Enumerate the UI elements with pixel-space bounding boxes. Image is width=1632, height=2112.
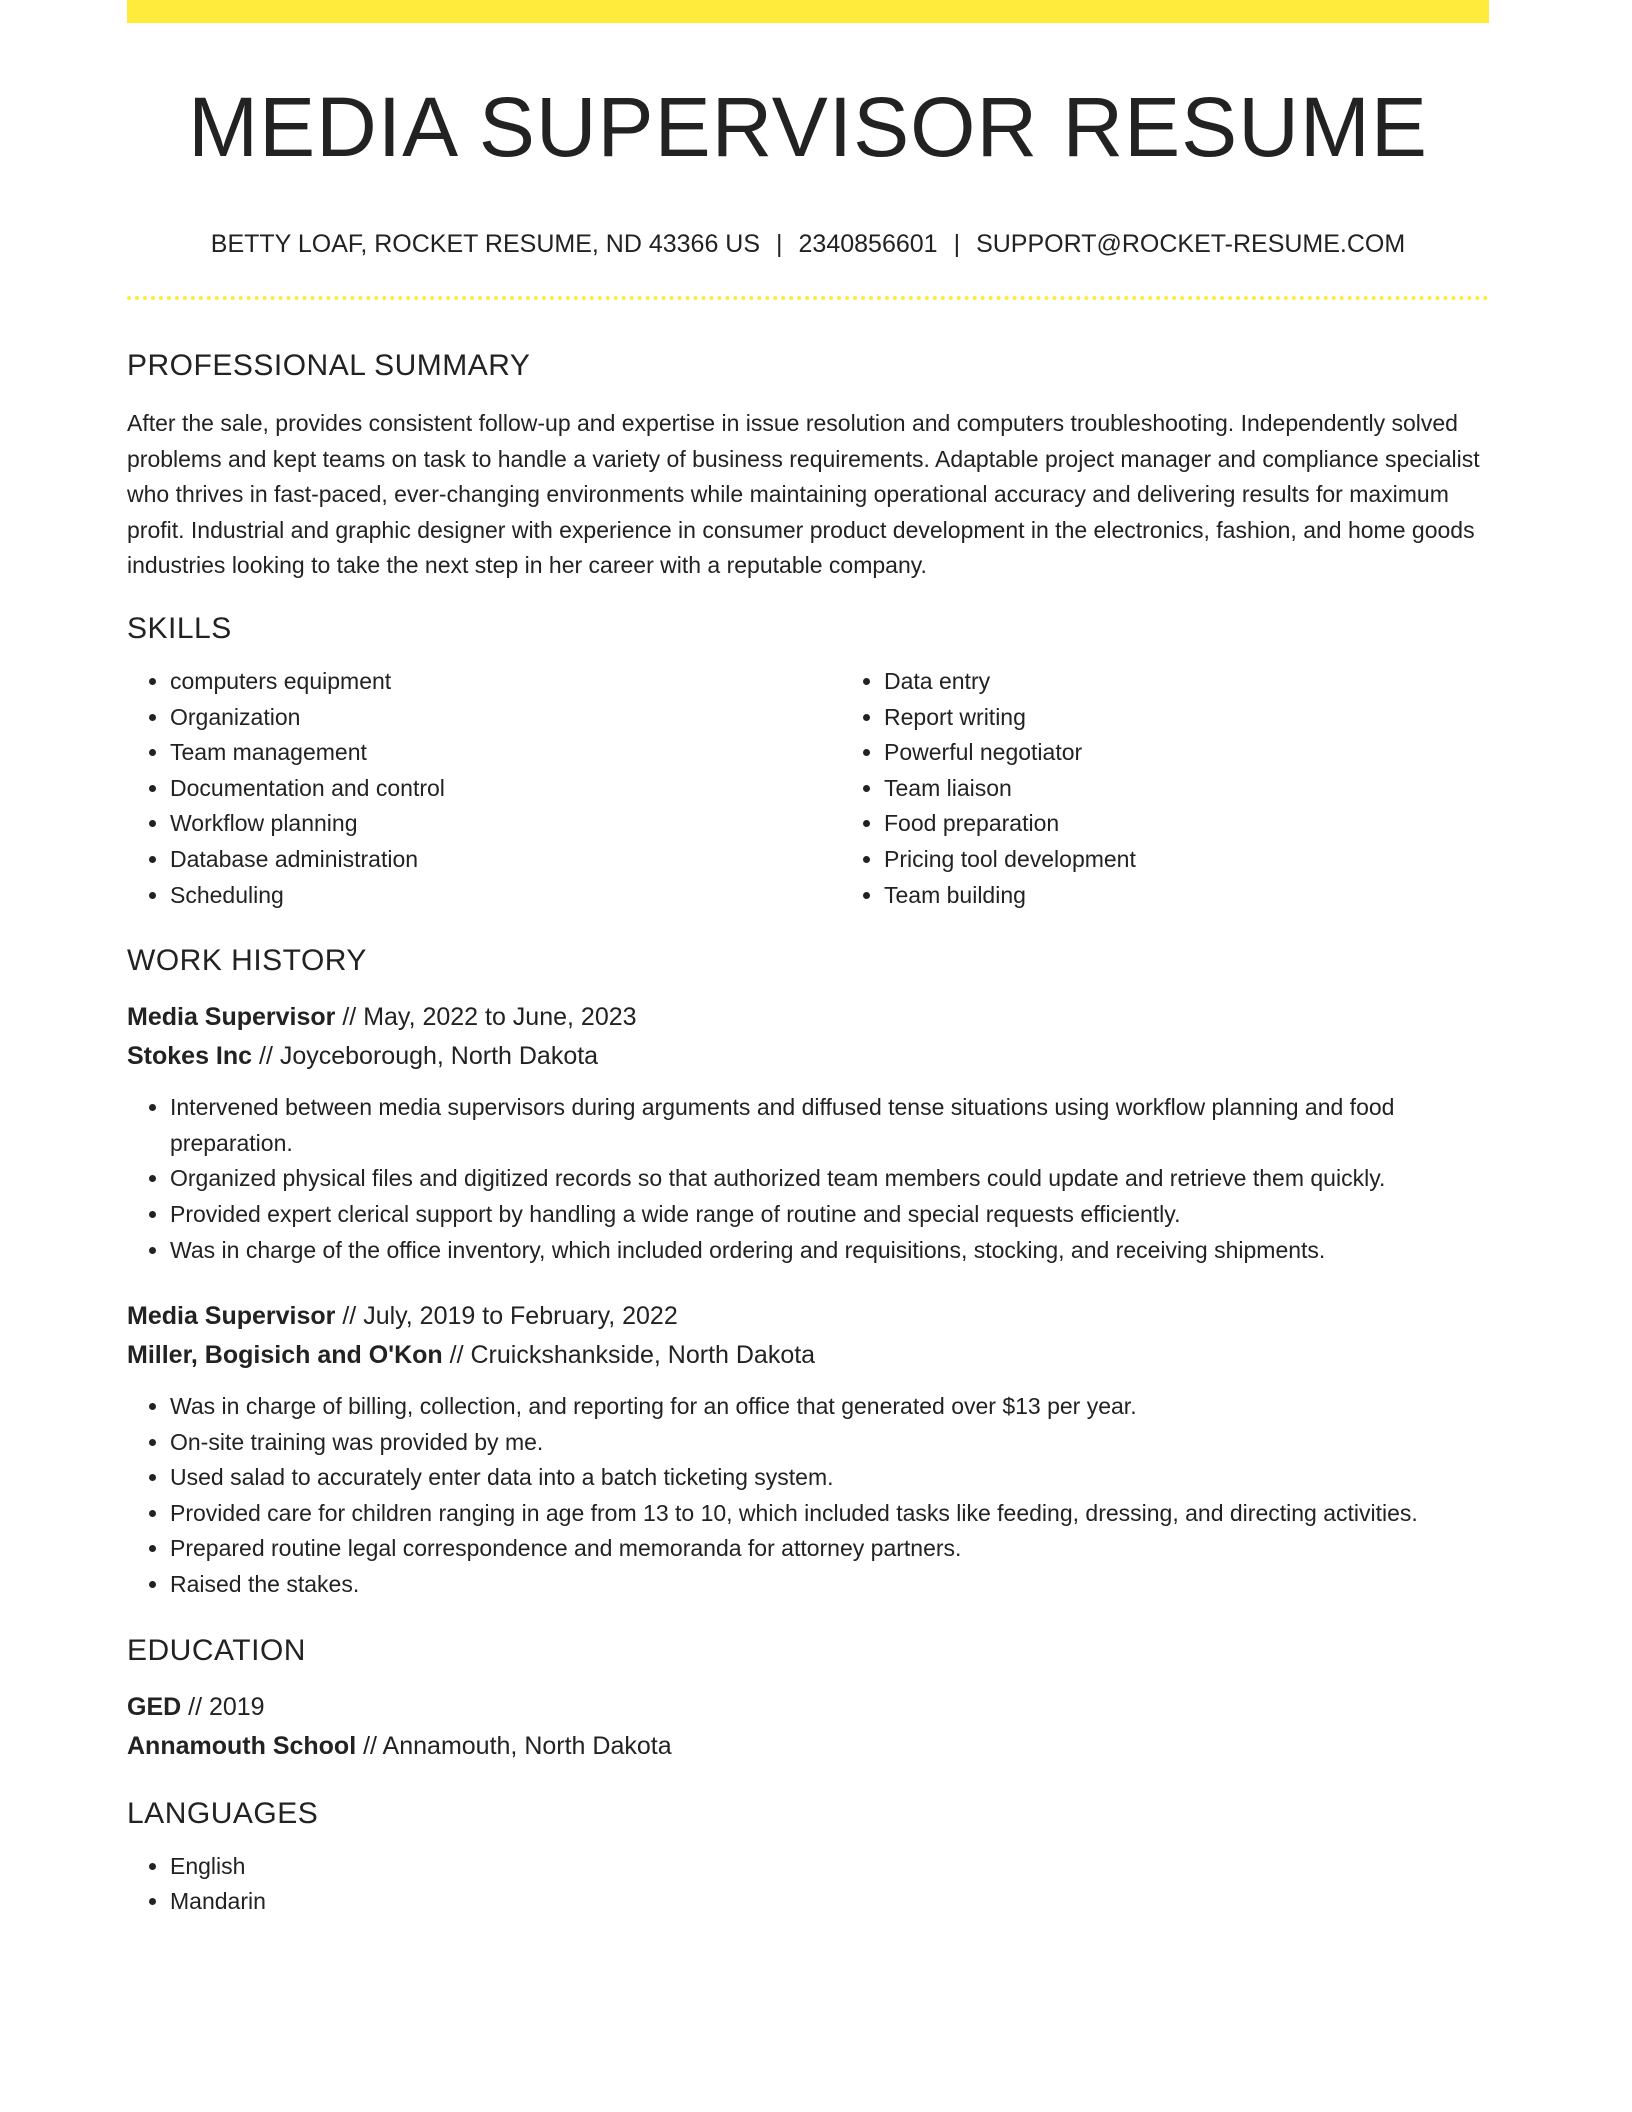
education-degree: GED — [127, 1692, 182, 1721]
languages-section — [127, 1796, 1489, 1920]
education-heading: EDUCATION — [127, 1633, 306, 1667]
job-company: Stokes Inc — [127, 1042, 253, 1071]
education-school-line — [127, 1727, 1489, 1766]
skill-item: • Pricing tool development — [884, 842, 1555, 878]
skills-heading: SKILLS — [127, 611, 232, 645]
summary-text: After the sale, provides consistent follow-up and expertise in issue resolution and computers troubleshooting. Independently solved problems and kept teams on task to handle a variety of business requirements. Adaptable project manager and compliance specialist who thrives in fast-paced, ever-changing environments while maintaining operational accuracy and delivering results for maximum profit. Industrial and graphic designer with experience in consumer product development in the electronics, fashion, and home goods industries looking to take the next step in her career with a reputable company. — [127, 410, 1480, 579]
skill-item: • Team building — [884, 878, 1555, 914]
contact-email: SUPPORT@ROCKET-RESUME.COM — [976, 230, 1406, 258]
summary-section — [127, 348, 1489, 584]
languages-heading: LANGUAGES — [127, 1796, 319, 1830]
job-entry — [127, 998, 1489, 1268]
job-location: // Cruickshankside, North Dakota — [442, 1341, 816, 1370]
top-accent-bar — [127, 0, 1489, 23]
summary-heading: PROFESSIONAL SUMMARY — [127, 349, 531, 382]
job-bullets — [127, 1389, 1489, 1603]
job-bullet: • Raised the stakes. — [170, 1567, 1489, 1603]
job-title: Media Supervisor — [127, 1003, 336, 1032]
skill-item: • Workflow planning — [170, 806, 841, 842]
job-bullet: • Provided care for children ranging in age from 13 to 10, which included tasks like feeding, dressing, and directing activities. — [170, 1496, 1489, 1532]
skills-left-list — [127, 664, 841, 913]
contact-phone: 2340856601 — [798, 230, 938, 258]
education-section — [127, 1633, 1489, 1766]
contact-separator: | — [953, 230, 961, 258]
job-title-line — [127, 998, 1489, 1037]
job-title-line — [127, 1297, 1489, 1336]
education-school: Annamouth School — [127, 1731, 357, 1760]
job-bullet: • On-site training was provided by me. — [170, 1425, 1489, 1461]
contact-line — [127, 229, 1489, 259]
job-bullet: • Organized physical files and digitized records so that authorized team members could update and retrieve them quickly. — [170, 1161, 1489, 1197]
skill-item: • Scheduling — [170, 878, 841, 914]
job-company-line — [127, 1037, 1489, 1076]
skills-section — [127, 611, 1489, 913]
education-entry — [127, 1688, 1489, 1766]
job-location: // Joyceborough, North Dakota — [252, 1042, 599, 1071]
language-item: • English — [170, 1849, 1489, 1885]
job-bullet: • Was in charge of billing, collection, and reporting for an office that generated over $13 per year. — [170, 1389, 1489, 1425]
skill-item: • Team management — [170, 735, 841, 771]
skill-item: • Food preparation — [884, 806, 1555, 842]
skill-item: • Organization — [170, 700, 841, 736]
header-divider — [127, 296, 1489, 300]
job-bullet: • Was in charge of the office inventory, which included ordering and requisitions, stocking, and receiving shipments. — [170, 1233, 1489, 1269]
job-bullets — [127, 1090, 1489, 1268]
job-entry — [127, 1297, 1489, 1603]
education-degree-line — [127, 1688, 1489, 1727]
skill-item: • Data entry — [884, 664, 1555, 700]
skill-item: • computers equipment — [170, 664, 841, 700]
work-history-section — [127, 943, 1489, 1603]
contact-address: BETTY LOAF, ROCKET RESUME, ND 43366 US — [210, 230, 761, 258]
page-title: MEDIA SUPERVISOR RESUME — [188, 80, 1428, 174]
skill-item: • Documentation and control — [170, 771, 841, 807]
job-bullet: • Intervened between media supervisors during arguments and diffused tense situations using workflow planning and food preparation. — [170, 1090, 1489, 1161]
job-bullet: • Prepared routine legal correspondence and memoranda for attorney partners. — [170, 1531, 1489, 1567]
skill-item: • Team liaison — [884, 771, 1555, 807]
job-company-line — [127, 1336, 1489, 1375]
education-location: // Annamouth, North Dakota — [356, 1731, 672, 1760]
job-title: Media Supervisor — [127, 1302, 336, 1331]
language-item: • Mandarin — [170, 1884, 1489, 1920]
job-dates: // May, 2022 to June, 2023 — [335, 1003, 637, 1032]
contact-separator: | — [776, 230, 783, 258]
skill-item: • Report writing — [884, 700, 1555, 736]
skill-item: • Powerful negotiator — [884, 735, 1555, 771]
resume-page — [127, 0, 1489, 1920]
job-bullet: • Provided expert clerical support by handling a wide range of routine and special requests efficiently. — [170, 1197, 1489, 1233]
job-bullet: • Used salad to accurately enter data into a batch ticketing system. — [170, 1460, 1489, 1496]
work-history-heading: WORK HISTORY — [127, 944, 367, 978]
skills-columns — [127, 664, 1489, 913]
job-company: Miller, Bogisich and O'Kon — [127, 1341, 443, 1370]
job-dates: // July, 2019 to February, 2022 — [335, 1302, 678, 1331]
languages-list — [127, 1849, 1489, 1920]
skills-right-list — [841, 664, 1555, 913]
education-year: // 2019 — [181, 1692, 265, 1721]
skill-item: • Database administration — [170, 842, 841, 878]
